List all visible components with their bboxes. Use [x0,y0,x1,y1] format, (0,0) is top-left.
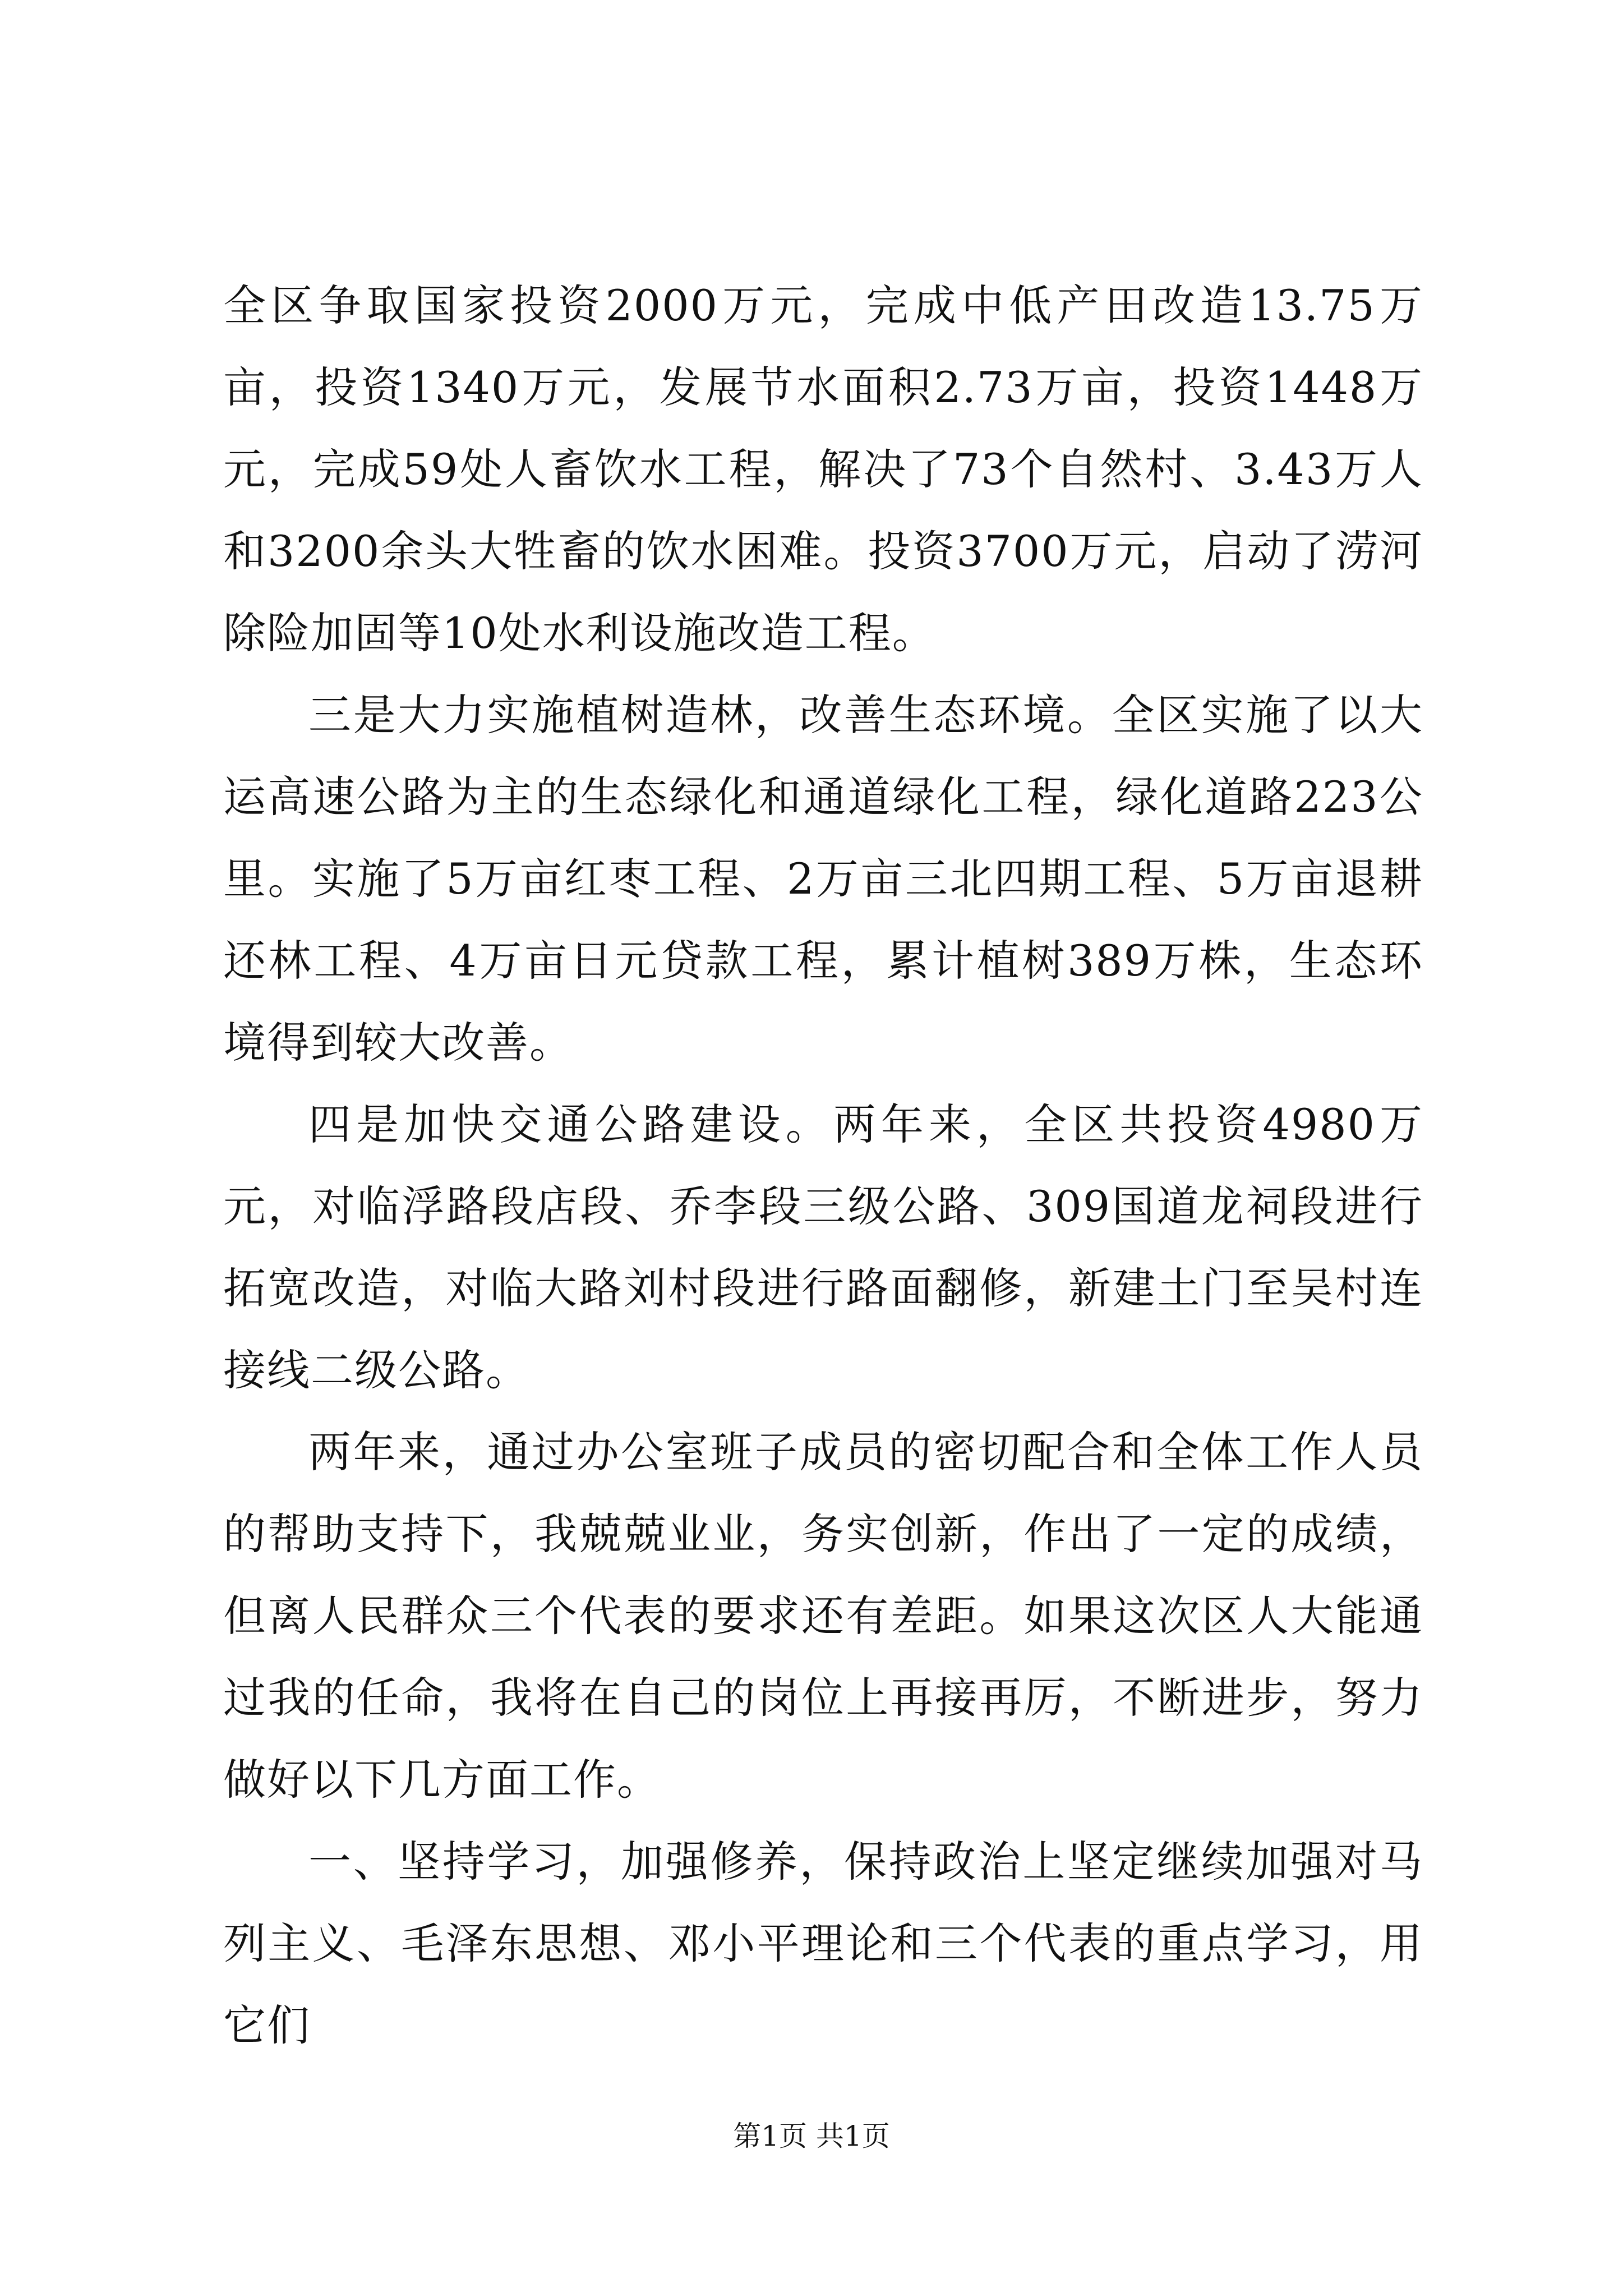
page-footer: 第1页 共1页 [733,2120,890,2152]
document-body [223,265,1423,2067]
paragraph-summary: 两年来，通过办公室班子成员的密切配合和全体工作人员的帮助支持下，我兢兢业业，务实创新，作出了一定的成绩，但离人民群众三个代表的要求还有差距。如果这次区人大能通过我的任命，我将在自己的岗位上再接再厉，不断进步，努力做好以下几方面工作。 [223,1427,1423,1805]
paragraph-water-investment: 全区争取国家投资2000万元，完成中低产田改造13.75万亩，投资1340万元，发展节水面积2.73万亩，投资1448万元，完成59处人畜饮水工程，解决了73个自然村、3.43万人和3200余头大牲畜的饮水困难。投资3700万元，启动了涝河除险加固等10处水利设施改造工程。 [223,280,1423,658]
paragraph-study-commitment: 一、坚持学习，加强修养，保持政治上坚定继续加强对马列主义、毛泽东思想、邓小平理论和三个代表的重点学习，用它们 [223,1837,1423,2050]
paragraph-road-construction: 四是加快交通公路建设。两年来，全区共投资4980万元，对临浮路段店段、乔李段三级公路、309国道龙祠段进行拓宽改造，对临大路刘村段进行路面翻修，新建土门至吴村连接线二级公路。 [223,1099,1423,1395]
paragraph-afforestation: 三是大力实施植树造林，改善生态环境。全区实施了以大运高速公路为主的生态绿化和通道绿化工程，绿化道路223公里。实施了5万亩红枣工程、2万亩三北四期工程、5万亩退耕还林工程、4万亩日元贷款工程，累计植树389万株，生态环境得到较大改善。 [223,690,1423,1068]
